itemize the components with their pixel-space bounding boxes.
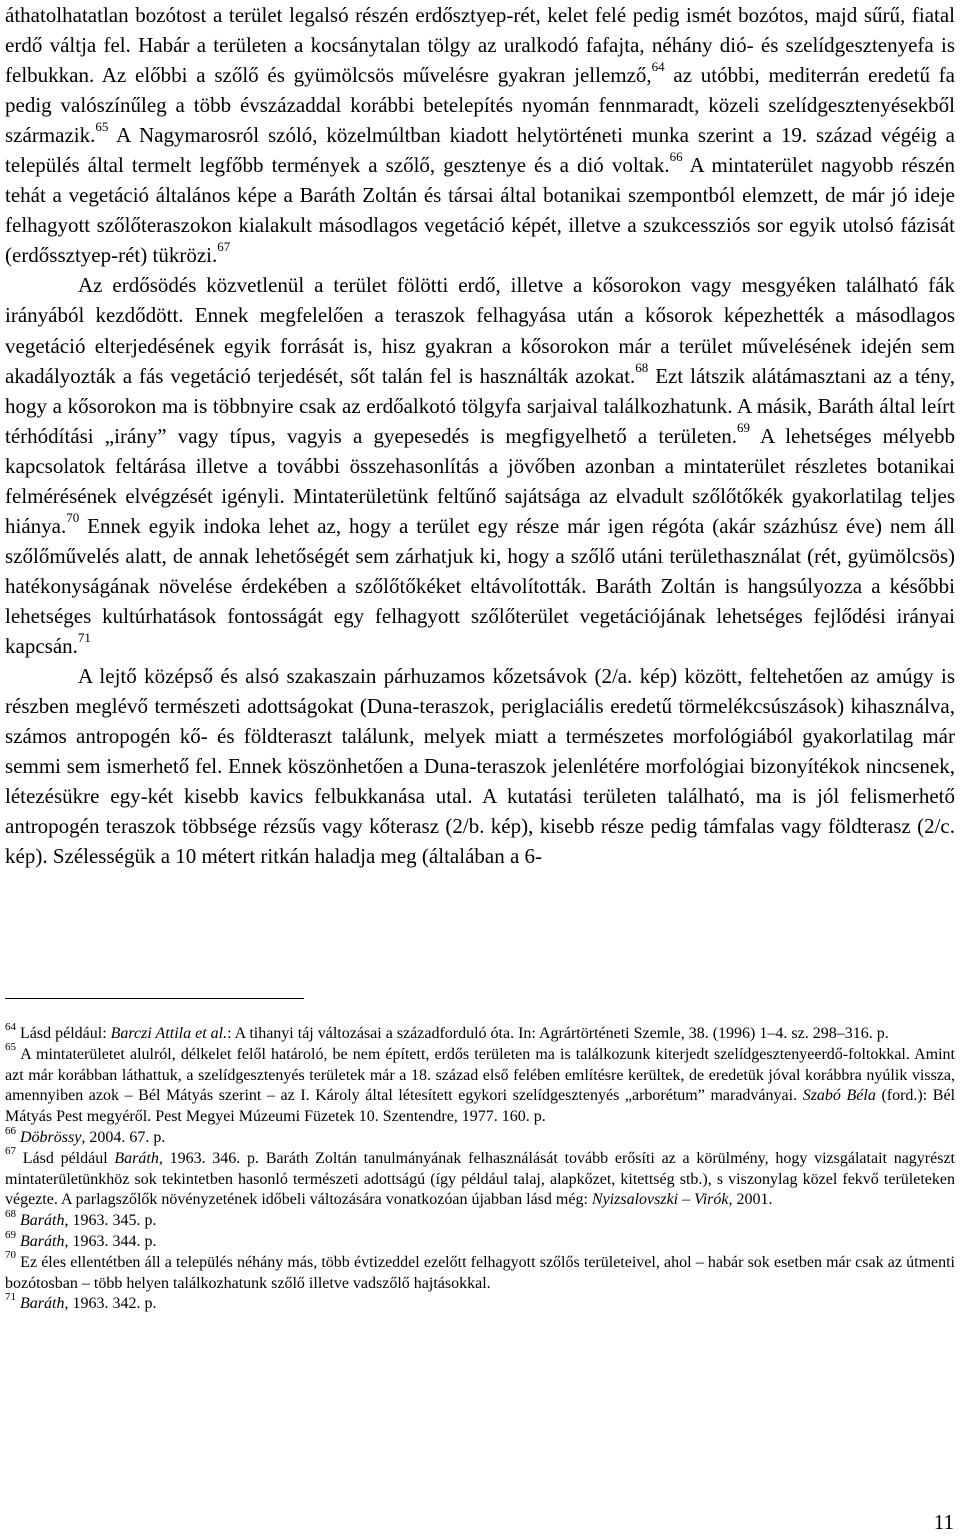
paragraph-2 bbox=[5, 270, 955, 661]
footnote-text: (ford.): Bél Mátyás Pest megyéről. Pest Megyei Múzeumi Füzetek 10. Szentendre, 1977. 160. p. bbox=[5, 1087, 956, 1126]
footnote-ref-69[interactable]: 69 bbox=[737, 419, 751, 435]
footnote-author: Barczi Attila et al. bbox=[110, 1025, 228, 1042]
footnote-number: 66 bbox=[5, 1124, 16, 1137]
footnote-text: Lásd például bbox=[16, 1149, 115, 1167]
footnote-64 bbox=[5, 1020, 955, 1045]
text-run: A lehetséges mélyebb kapcsolatok feltárása illetve a további összehasonlítás a jövőben azonban a mintaterület részletes botanikai felmérésének elvégzését igényli. Mintaterületünk feltűnő sajátsága az elvadult szőlőtőkék gyakorlatilag teljes hiánya. bbox=[5, 423, 955, 538]
footnote-author: Szabó Béla bbox=[802, 1087, 876, 1105]
footnote-ref-64[interactable]: 64 bbox=[651, 59, 665, 75]
footnote-author: Nyizsalovszki – Virók bbox=[591, 1191, 729, 1209]
text-run: Az erdősödés közvetlenül a terület fölötti erdő, illetve a kősorokon vagy mesgyéken található fák irányából kezdődött. Ennek megfelelően a teraszok felhagyása után a kősorok képezhették a másodlagos vegetáció elterjedésének egyik forrását is, hisz gyakran a kősorokon már a terület művelésének idején sem akadályozták a fás vegetáció terjedését, sőt talán fel is használták azokat. bbox=[5, 273, 955, 388]
footnote-ref-66[interactable]: 66 bbox=[669, 149, 683, 165]
footnote-text: 1963. 346. p. Baráth Zoltán tanulmányának felhasználását tovább erősíti az a körülmény, hogy vizsgálatait nagyrészt mintaterületünkhöz sok tekintetben hasonló természeti adottságú (így például talaj, alapkőzet, kitettség stb.), s viszonylag közel fekvő területeken végezte. A parlagszőlők növényzetének időbeli változására vonatkozóan újabban lásd még: bbox=[5, 1149, 955, 1209]
footnote-text: A mintaterületet alulról, délkelet felől határoló, be nem épített, erdős területen ma is találkozunk kiterjedt szelídgesztenyeerdő-foltokkal. Amint azt már korábban láthattuk, a szelídgesztenyés területek már a 18. század első felében említésre kerültek, de eredetük jóval korábbra nyúlik vissza, amennyiben azok – Bél Mátyás szerint – az I. Károly által létesített egykori szelídgesztenyés „arborétum” maradványai. bbox=[5, 1045, 955, 1105]
footnote-ref-70[interactable]: 70 bbox=[66, 509, 80, 525]
body-text bbox=[5, 0, 955, 871]
paragraph-3 bbox=[5, 661, 955, 871]
footnote-number: 71 bbox=[5, 1291, 16, 1304]
footnote-author: Baráth bbox=[20, 1295, 65, 1313]
text-run: Ennek egyik indoka lehet az, hogy a terület egy része már igen régóta (akár százhúsz éve) nem áll szőlőművelés alatt, de annak lehetőségét sem zárhatjuk ki, hogy a szőlő utáni területhasználat (rét, gyümölcsös) hatékonyságának növelése érdekében a szőlőtőkéket eltávolították. Baráth Zoltán is hangsúlyozza a későbbi lehetséges kultúrhatások fontosságát egy felhagyott szőlőterület vegetációjának lehetséges fejlődési irányai kapcsán. bbox=[5, 513, 955, 658]
footnote-text: : A tihanyi táj változásai a századforduló óta. In: Agrártörténeti Szemle, 38. (1996) 1–4. sz. 298–316. p. bbox=[227, 1025, 889, 1042]
footnotes bbox=[5, 1020, 956, 1315]
text-run: A lejtő középső és alsó szakaszain párhuzamos kőzetsávok (2/a. kép) között, feltehetően az amúgy is részben meglévő természeti adottságokat (Duna-teraszok, periglaciális eredetű törmelékcsúszások) kihasználva, számos antropogén kő- és földteraszt találunk, melyek miatt a természetes morfológiából gyakorlatilag már semmi sem ismerhető fel. Ennek köszönhetően a Duna-teraszok jelenlétére morfológiai bizonyítékok nincsenek, létezésükre egy-két kisebb kavics felbukkanása utal. A kutatási területen található, ma is jól felismerhető antropogén teraszok többsége rézsűs vagy kőterasz (2/b. kép), kisebb része pedig támfalas vagy földterasz (2/c. kép). Szélességük a 10 métert ritkán haladja meg (általában a 6- bbox=[5, 664, 955, 869]
footnote-text: Ez éles ellentétben áll a település néhány más, több évtizeddel ezelőtt felhagyott szőlős területeivel, ahol – habár sok esetben már csak az útmenti bozótosban – több helyen találkozhatunk szőlő illetve vadszőlő hajtásokkal. bbox=[5, 1253, 955, 1292]
footnote-text: , 1963. 342. p. bbox=[64, 1295, 157, 1313]
footnote-68 bbox=[5, 1207, 955, 1232]
footnote-text: , 1963. 345. p. bbox=[64, 1212, 157, 1230]
footnote-text: , 2004. 67. p. bbox=[81, 1128, 166, 1146]
footnote-ref-68[interactable]: 68 bbox=[635, 359, 649, 375]
footnote-66 bbox=[5, 1124, 955, 1149]
footnote-author: Baráth bbox=[20, 1212, 65, 1230]
footnote-71 bbox=[5, 1291, 955, 1315]
page-number: 11 bbox=[933, 1510, 954, 1534]
footnote-number: 68 bbox=[5, 1207, 16, 1220]
footnote-text: Lásd például: bbox=[16, 1025, 111, 1042]
footnote-author: Döbrössy bbox=[20, 1128, 82, 1146]
footnote-ref-67[interactable]: 67 bbox=[217, 239, 231, 255]
footnote-author: Baráth, bbox=[114, 1149, 163, 1167]
footnote-67 bbox=[5, 1145, 955, 1211]
footnote-text: , 1963. 344. p. bbox=[64, 1232, 157, 1250]
footnote-number: 69 bbox=[5, 1228, 16, 1241]
footnote-number: 70 bbox=[5, 1249, 16, 1262]
text-run: A Nagymarosról szóló, közelmúltban kiadott helytörténeti munka szerint a 19. század végéig a település által termelt legfőbb termények a szőlő, gesztenye és a dió voltak. bbox=[5, 123, 955, 178]
text-run: Ezt látszik alátámasztani az a tény, hogy a kősorokon ma is többnyire csak az erdőalkotó tölgyfa sarjaival találkozhatunk. A másik, Baráth által leírt térhódítási „irány” vagy típus, vagyis a gyepesedés is megfigyelhető a területen. bbox=[5, 363, 955, 448]
footnote-author: Baráth bbox=[20, 1232, 65, 1250]
footnote-ref-71[interactable]: 71 bbox=[77, 629, 91, 645]
footnote-65 bbox=[5, 1041, 956, 1128]
footnote-69 bbox=[5, 1228, 955, 1253]
footnote-separator bbox=[5, 998, 304, 999]
footnote-number: 65 bbox=[5, 1041, 16, 1054]
footnote-number: 67 bbox=[5, 1145, 16, 1158]
text-run: A mintaterület nagyobb részén tehát a vegetáció általános képe a Baráth Zoltán és társai által botanikai szempontból elemzett, de már jó ideje felhagyott szőlőteraszokon kialakult másodlagos vegetáció képét, illetve a szukcessziós sor egyik utolsó fázisát (erdőssztyep-rét) tükrözi. bbox=[5, 153, 956, 268]
footnote-text: , 2001. bbox=[728, 1191, 773, 1209]
paragraph-1 bbox=[5, 0, 955, 270]
footnote-number: 64 bbox=[5, 1020, 16, 1033]
footnote-ref-65[interactable]: 65 bbox=[95, 119, 109, 135]
text-run: az utóbbi, mediterrán eredetű fa pedig valószínűleg a több évszázaddal korábbi betelepítés nyomán fennmaradt, közeli szelídgesztenyésekből származik. bbox=[5, 63, 955, 148]
footnote-70 bbox=[5, 1249, 955, 1295]
text-run: áthatolhatatlan bozótost a terület legalsó részén erdősztyep-rét, kelet felé pedig ismét bozótos, majd sűrű, fiatal erdő váltja fel. Habár a területen a kocsánytalan tölgy az uralkodó fafajta, néhány dió- és szelídgesztenyefa is felbukkan. Az előbbi a szőlő és gyümölcsös művelésre gyakran jellemző, bbox=[5, 3, 955, 88]
